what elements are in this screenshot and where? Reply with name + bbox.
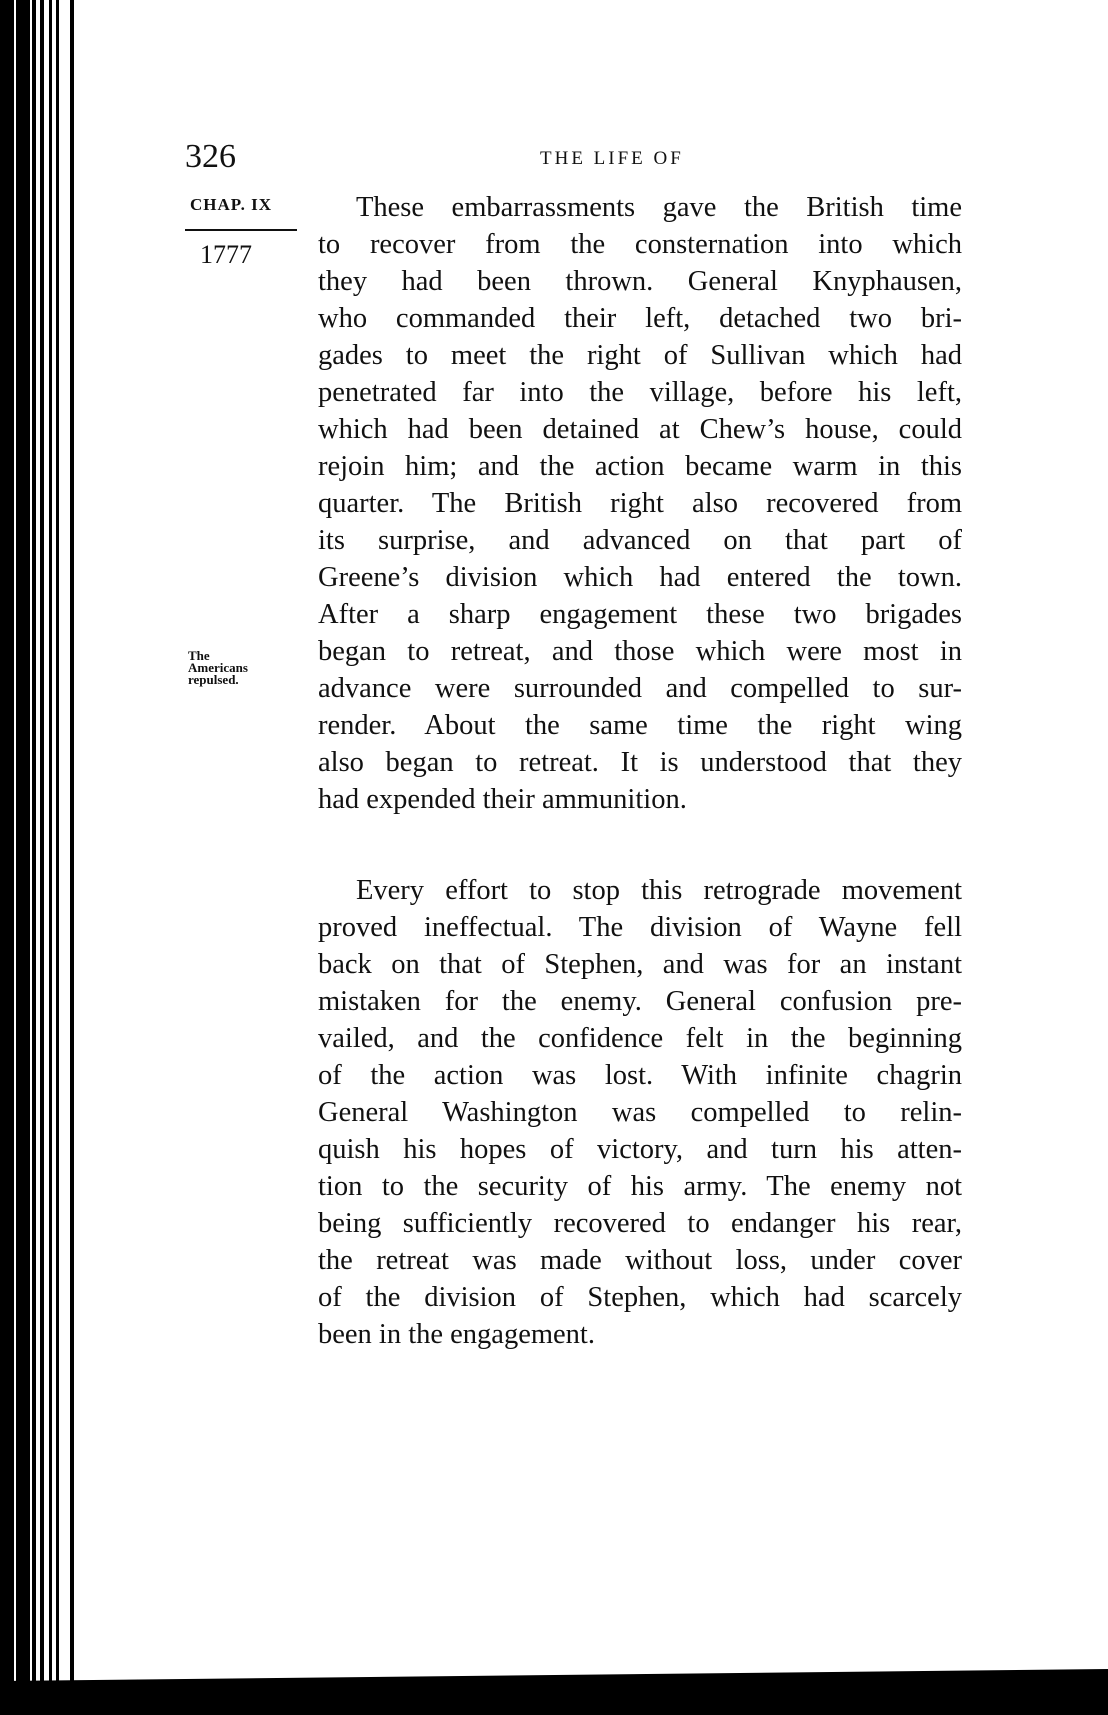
side-note-line: Americans [188,660,248,675]
text-line: advance were surrounded and compelled to sur- [318,673,962,704]
text-line: Greene’s division which had entered the town. [318,562,962,593]
text-line: of the action was lost. With infinite chagrin [318,1060,962,1091]
text-line: being sufficiently recovered to endanger his rear, [318,1208,962,1239]
text-line: mistaken for the enemy. General confusion pre- [318,986,962,1017]
text-line: penetrated far into the village, before his left, [318,377,962,408]
text-line: These embarrassments gave the British time [356,192,962,223]
side-note [188,650,248,686]
text-line: its surprise, and advanced on that part of [318,525,962,556]
text-line: the retreat was made without loss, under cover [318,1245,962,1276]
margin-rule [185,229,297,231]
text-line: render. About the same time the right wing [318,710,962,741]
text-line: been in the engagement. [318,1319,595,1350]
text-line: gades to meet the right of Sullivan which had [318,340,962,371]
text-line: quarter. The British right also recovered from [318,488,962,519]
text-line: which had been detained at Chew’s house, could [318,414,962,445]
year-label: 1777 [200,240,252,269]
side-note-line: repulsed. [188,672,239,687]
text-line: General Washington was compelled to relin- [318,1097,962,1128]
chapter-label: CHAP. IX [190,195,272,214]
text-line: also began to retreat. It is understood that they [318,747,962,778]
text-line: tion to the security of his army. The enemy not [318,1171,962,1202]
text-line: vailed, and the confidence felt in the beginning [318,1023,962,1054]
text-line: back on that of Stephen, and was for an instant [318,949,962,980]
text-line: of the division of Stephen, which had scarcely [318,1282,962,1313]
text-line: quish his hopes of victory, and turn his atten- [318,1134,962,1165]
text-line: After a sharp engagement these two brigades [318,599,962,630]
text-line: rejoin him; and the action became warm in this [318,451,962,482]
text-line: had expended their ammunition. [318,784,687,815]
paragraph-1 [318,189,962,818]
text-line: Every effort to stop this retrograde movement [356,875,962,906]
text-line: who commanded their left, detached two bri- [318,303,962,334]
side-note-line: The [188,648,210,663]
book-binding-edge [0,0,92,1715]
page-number: 326 [185,138,236,175]
text-line: proved ineffectual. The division of Wayne fell [318,912,962,943]
paragraph-2 [318,872,962,1353]
text-line: began to retreat, and those which were most in [318,636,962,667]
scan-bottom-edge [0,1669,1108,1715]
text-line: they had been thrown. General Knyphausen, [318,266,962,297]
text-line: to recover from the consternation into which [318,229,962,260]
running-head: THE LIFE OF [540,148,684,169]
